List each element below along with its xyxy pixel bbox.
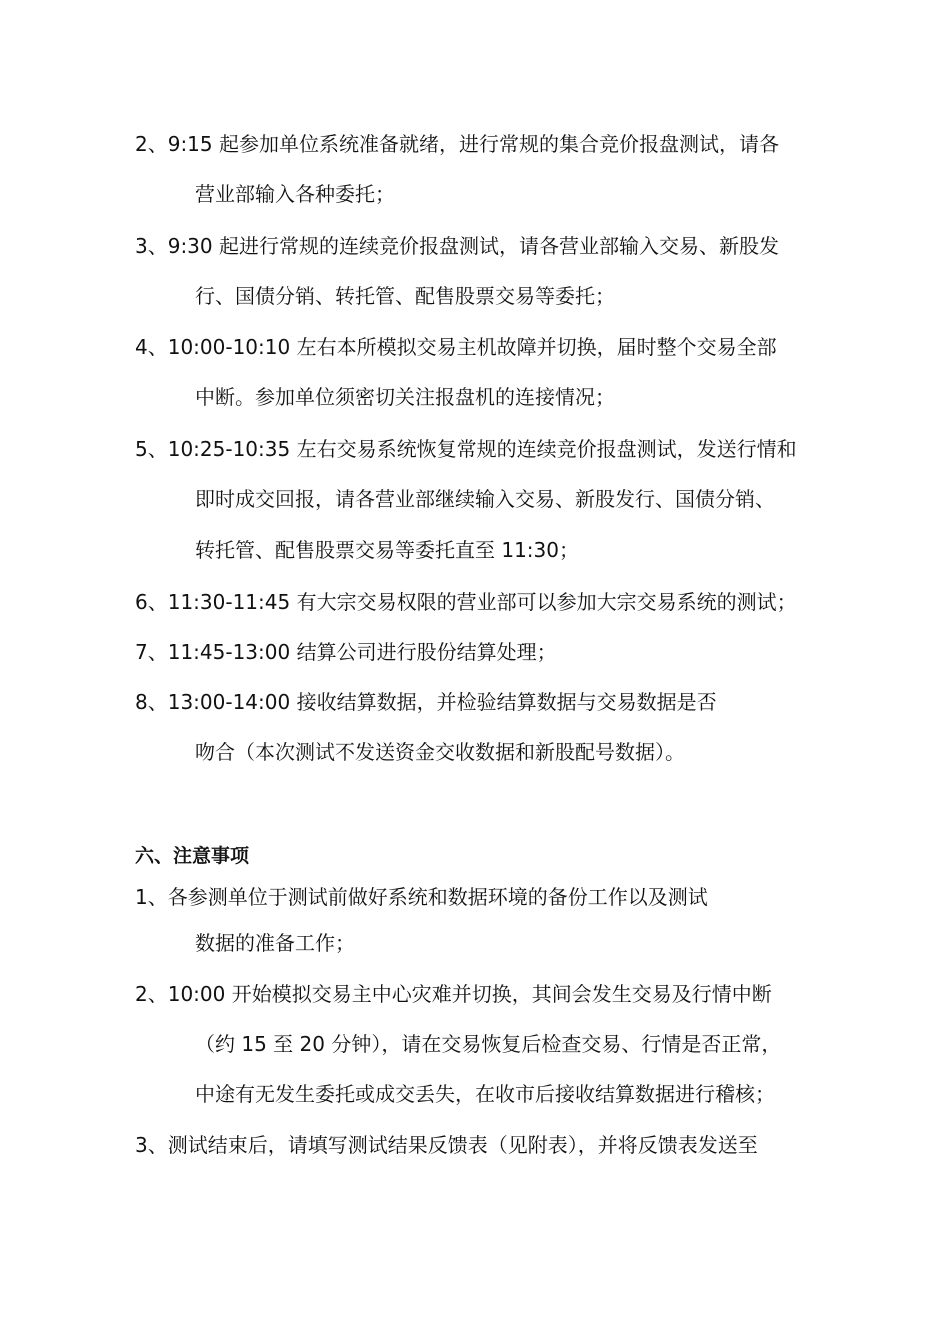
schedule-item-2-line-2: 营业部输入各种委托； bbox=[195, 182, 395, 206]
schedule-item-7-line-1: 7、11:45-13:00 结算公司进行股份结算处理； bbox=[135, 640, 557, 664]
schedule-item-3-line-2: 行、国债分销、转托管、配售股票交易等委托； bbox=[195, 284, 615, 308]
schedule-item-8-line-2: 吻合（本次测试不发送资金交收数据和新股配号数据）。 bbox=[195, 740, 685, 764]
schedule-item-4-line-2: 中断。参加单位须密切关注报盘机的连接情况； bbox=[195, 385, 615, 409]
notes-item-2-line-1: 2、10:00 开始模拟交易主中心灾难并切换，其间会发生交易及行情中断 bbox=[135, 982, 772, 1006]
schedule-item-4-line-1: 4、10:00-10:10 左右本所模拟交易主机故障并切换，届时整个交易全部 bbox=[135, 335, 777, 359]
schedule-item-5-line-2: 即时成交回报，请各营业部继续输入交易、新股发行、国债分销、 bbox=[195, 487, 775, 511]
notes-item-2-line-3: 中途有无发生委托或成交丢失，在收市后接收结算数据进行稽核； bbox=[195, 1082, 775, 1106]
notes-item-3-line-1: 3、测试结束后，请填写测试结果反馈表（见附表），并将反馈表发送至 bbox=[135, 1133, 758, 1157]
notes-item-2-line-2: （约 15 至 20 分钟），请在交易恢复后检查交易、行情是否正常， bbox=[195, 1032, 782, 1056]
notes-item-1-line-1: 1、各参测单位于测试前做好系统和数据环境的备份工作以及测试 bbox=[135, 885, 708, 909]
schedule-item-6-line-1: 6、11:30-11:45 有大宗交易权限的营业部可以参加大宗交易系统的测试； bbox=[135, 590, 797, 614]
schedule-item-5-line-1: 5、10:25-10:35 左右交易系统恢复常规的连续竞价报盘测试，发送行情和 bbox=[135, 437, 797, 461]
schedule-item-2-line-1: 2、9:15 起参加单位系统准备就绪，进行常规的集合竞价报盘测试，请各 bbox=[135, 132, 779, 156]
section-heading-notes: 六、注意事项 bbox=[135, 845, 250, 867]
notes-item-1-line-2: 数据的准备工作； bbox=[195, 931, 355, 955]
schedule-item-3-line-1: 3、9:30 起进行常规的连续竞价报盘测试，请各营业部输入交易、新股发 bbox=[135, 234, 779, 258]
schedule-item-5-line-3: 转托管、配售股票交易等委托直至 11:30； bbox=[195, 538, 579, 562]
schedule-item-8-line-1: 8、13:00-14:00 接收结算数据，并检验结算数据与交易数据是否 bbox=[135, 690, 717, 714]
